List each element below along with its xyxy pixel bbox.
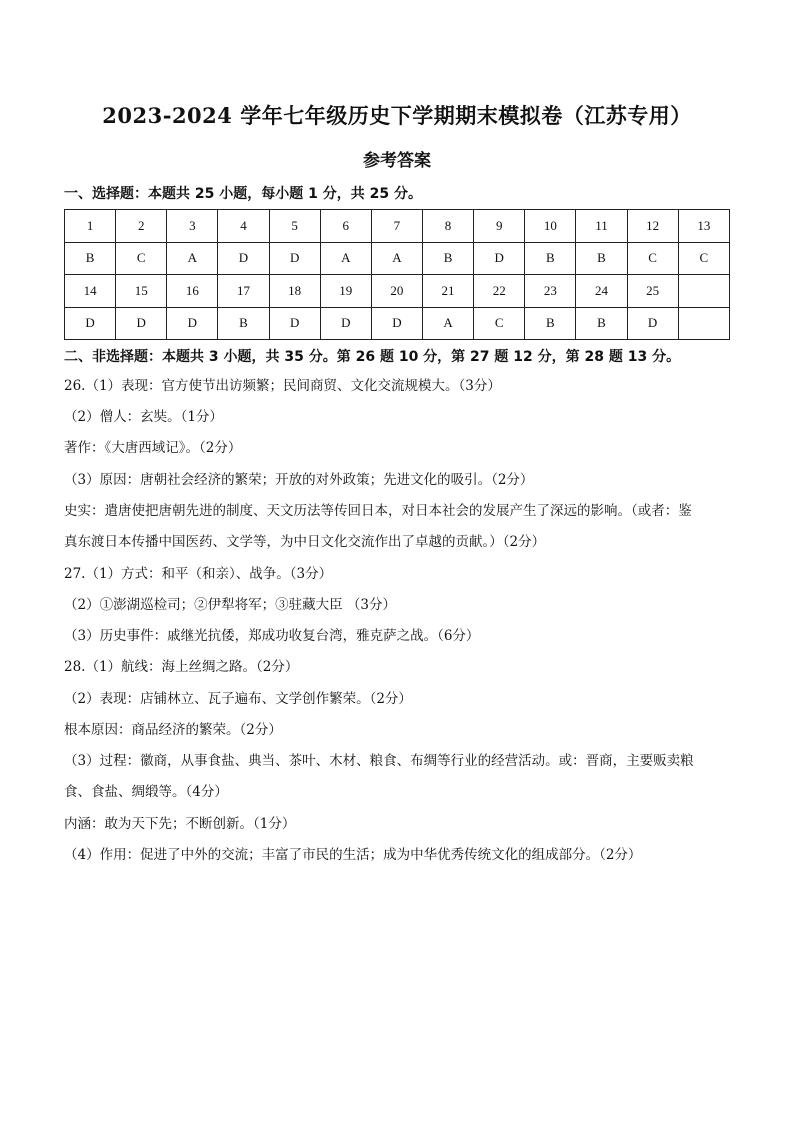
answer-table-cell: C bbox=[627, 242, 678, 275]
answer-table-cell: 3 bbox=[167, 210, 218, 243]
answer-table-cell: 19 bbox=[320, 275, 371, 308]
answer-table-cell: 6 bbox=[320, 210, 371, 243]
answer-line-26-1: 26.（1）表现：官方使节出访频繁；民间商贸、文化交流规模大。（3分） bbox=[64, 378, 501, 394]
answer-table-cell: 8 bbox=[422, 210, 473, 243]
section-2-heading: 二、非选择题：本题共 3 小题，共 35 分。第 26 题 10 分，第 27 题 12 分，第 28 题 13 分。 bbox=[64, 349, 681, 365]
answer-table-cell: 18 bbox=[269, 275, 320, 308]
answer-line-28-2: （2）表现：店铺林立、瓦子遍布、文学创作繁荣。（2分） bbox=[64, 691, 412, 707]
answer-line-28-3: （3）过程：徽商，从事食盐、典当、茶叶、木材、粮食、布绸等行业的经营活动。或：晋商，主要贩卖粮 bbox=[64, 753, 694, 769]
answer-table-cell: C bbox=[116, 242, 167, 275]
answer-table-cell: C bbox=[678, 242, 729, 275]
answer-table bbox=[64, 209, 730, 340]
answer-table-cell: B bbox=[65, 242, 116, 275]
answer-table-cell: B bbox=[218, 307, 269, 340]
answer-table-cell bbox=[678, 307, 729, 340]
answer-table-row bbox=[65, 307, 730, 340]
answer-table-cell: B bbox=[576, 242, 627, 275]
answer-table-cell: 14 bbox=[65, 275, 116, 308]
page-title: 2023-2024 学年七年级历史下学期期末模拟卷（江苏专用） bbox=[102, 103, 692, 128]
answer-line-28-2b: 根本原因：商品经济的繁荣。（2分） bbox=[64, 722, 282, 738]
answer-table-cell: 17 bbox=[218, 275, 269, 308]
answer-table-cell: D bbox=[218, 242, 269, 275]
answer-table-cell: D bbox=[167, 307, 218, 340]
answer-table-cell: B bbox=[525, 242, 576, 275]
answer-table-row bbox=[65, 242, 730, 275]
answer-table-cell: D bbox=[116, 307, 167, 340]
answer-line-28-1: 28.（1）航线：海上丝绸之路。（2分） bbox=[64, 659, 299, 675]
answer-table-cell: 15 bbox=[116, 275, 167, 308]
answer-table-row bbox=[65, 275, 730, 308]
answer-table-row bbox=[65, 210, 730, 243]
answer-table-cell: D bbox=[269, 242, 320, 275]
answer-table-cell: B bbox=[576, 307, 627, 340]
answer-table-cell: B bbox=[525, 307, 576, 340]
answer-table-cell: 1 bbox=[65, 210, 116, 243]
answer-table-cell: A bbox=[320, 242, 371, 275]
answer-table-cell: A bbox=[422, 307, 473, 340]
answer-table-cell: D bbox=[474, 242, 525, 275]
answer-table-cell: 24 bbox=[576, 275, 627, 308]
answer-table-cell: 13 bbox=[678, 210, 729, 243]
answer-line-26-2b: 著作：《大唐西域记》。（2分） bbox=[64, 440, 242, 456]
answer-line-26-3: （3）原因：唐朝社会经济的繁荣；开放的对外政策；先进文化的吸引。（2分） bbox=[64, 472, 534, 488]
answer-table-cell: 5 bbox=[269, 210, 320, 243]
answer-table-cell: D bbox=[65, 307, 116, 340]
answer-table-cell bbox=[678, 275, 729, 308]
answer-table-cell: 12 bbox=[627, 210, 678, 243]
answer-table-cell: C bbox=[474, 307, 525, 340]
answer-table-cell: D bbox=[627, 307, 678, 340]
page-subtitle: 参考答案 bbox=[363, 151, 431, 171]
answer-line-28-3b: 食、食盐、绸缎等。（4分） bbox=[64, 784, 228, 800]
section-1-heading: 一、选择题：本题共 25 小题，每小题 1 分，共 25 分。 bbox=[64, 186, 422, 202]
answer-line-27-1: 27.（1）方式：和平（和亲）、战争。（3分） bbox=[64, 566, 333, 582]
answer-table-cell: 10 bbox=[525, 210, 576, 243]
answer-table-cell: B bbox=[422, 242, 473, 275]
answer-table-cell: 11 bbox=[576, 210, 627, 243]
answer-table-cell: A bbox=[371, 242, 422, 275]
answer-table-cell: 25 bbox=[627, 275, 678, 308]
answer-table-cell: D bbox=[371, 307, 422, 340]
answer-line-27-3: （3）历史事件：戚继光抗倭，郑成功收复台湾，雅克萨之战。（6分） bbox=[64, 628, 480, 644]
answer-table-cell: 4 bbox=[218, 210, 269, 243]
answer-line-27-2: （2）①澎湖巡检司；②伊犁将军；③驻藏大臣 （3分） bbox=[64, 597, 396, 613]
answer-table-cell: 7 bbox=[371, 210, 422, 243]
answer-line-26-3b: 史实：遣唐使把唐朝先进的制度、天文历法等传回日本，对日本社会的发展产生了深远的影响。（或者：鉴 bbox=[64, 503, 692, 519]
answer-line-28-3c: 内涵：敢为天下先；不断创新。（1分） bbox=[64, 816, 296, 832]
answer-table-cell: 2 bbox=[116, 210, 167, 243]
answer-line-26-3c: 真东渡日本传播中国医药、文学等，为中日文化交流作出了卓越的贡献。）（2分） bbox=[64, 534, 546, 550]
answer-line-28-4: （4）作用：促进了中外的交流；丰富了市民的生活；成为中华优秀传统文化的组成部分。（2分） bbox=[64, 847, 642, 863]
answer-table-cell: 22 bbox=[474, 275, 525, 308]
answer-table-cell: D bbox=[320, 307, 371, 340]
answer-table-cell: 9 bbox=[474, 210, 525, 243]
answer-line-26-2: （2）僧人：玄奘。（1分） bbox=[64, 409, 223, 425]
answer-table-cell: D bbox=[269, 307, 320, 340]
answer-table-cell: A bbox=[167, 242, 218, 275]
answer-table-cell: 21 bbox=[422, 275, 473, 308]
answer-table-cell: 20 bbox=[371, 275, 422, 308]
answer-table-cell: 16 bbox=[167, 275, 218, 308]
answer-table-cell: 23 bbox=[525, 275, 576, 308]
